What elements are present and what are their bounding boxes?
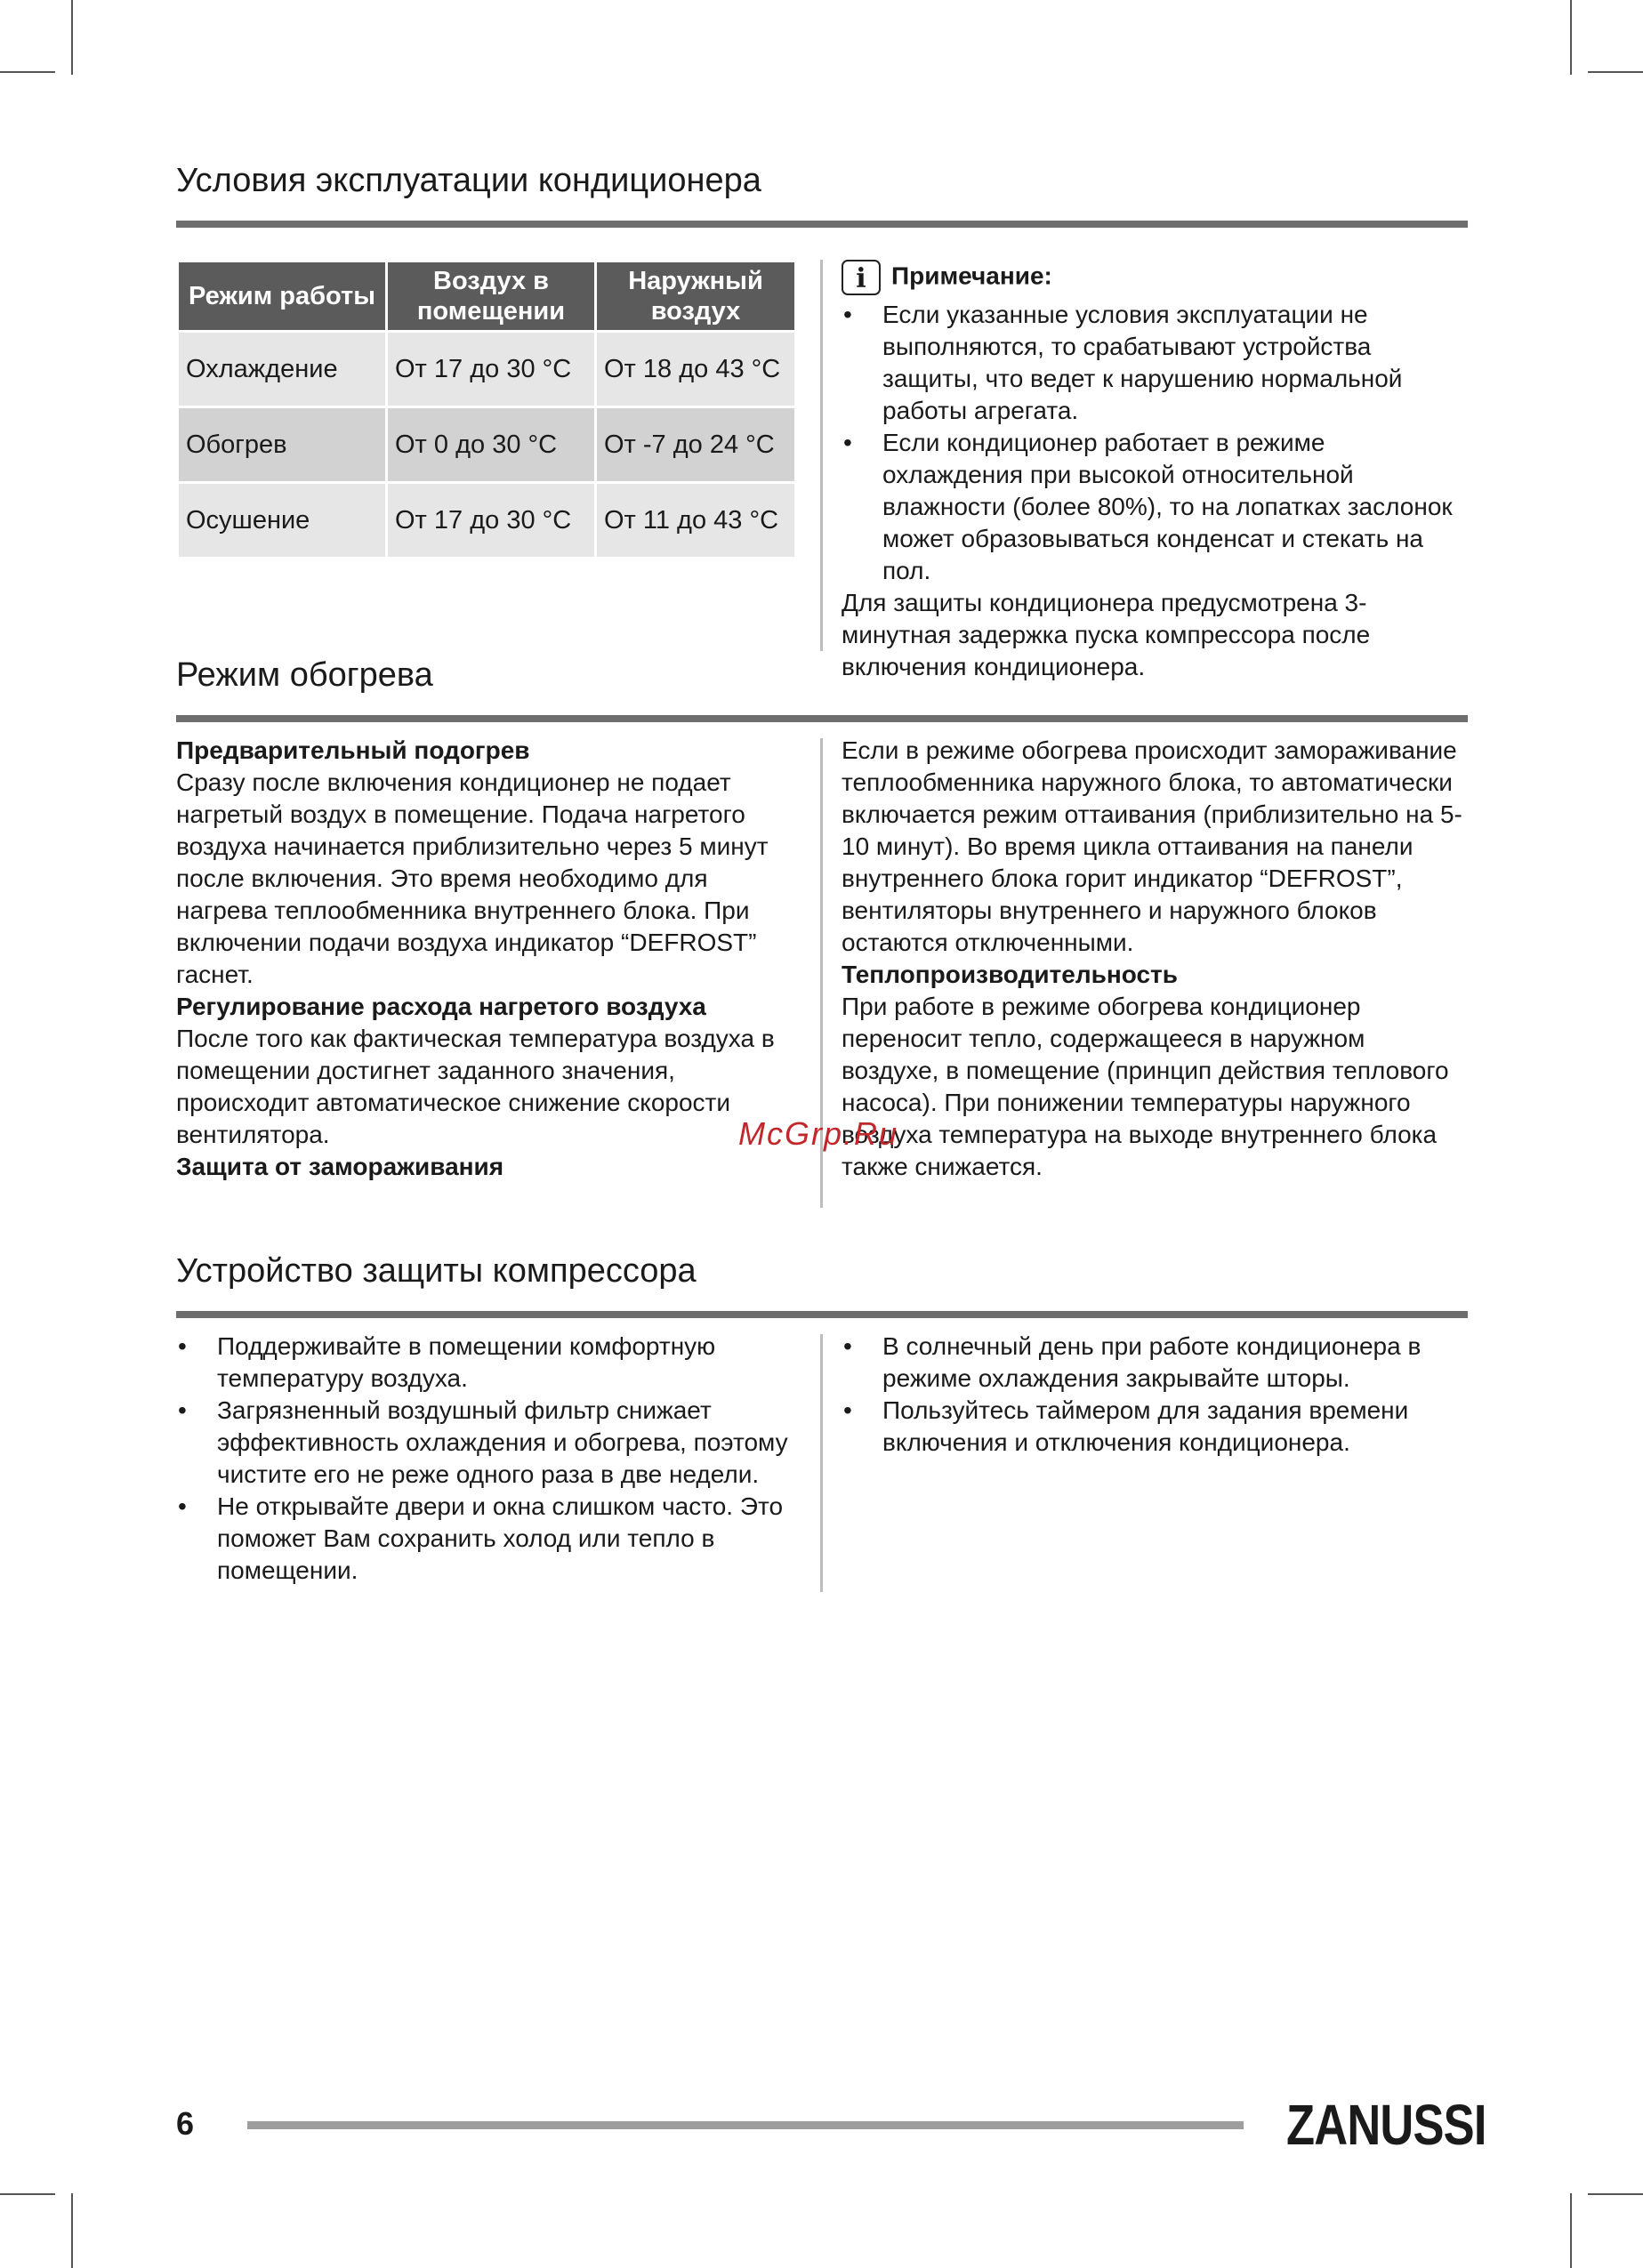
freeze-title: Защита от замораживания — [176, 1153, 504, 1180]
crop-mark — [1588, 2193, 1643, 2195]
section-rule — [176, 715, 1468, 722]
conditions-table — [176, 260, 797, 559]
table-row — [179, 408, 794, 481]
crop-mark — [0, 2193, 55, 2195]
list-item: • В солнечный день при работе кондиционера в режиме охлаждения закрывайте шторы. — [842, 1331, 1468, 1395]
section-title-compressor: Устройство защиты компрессора — [176, 1252, 697, 1290]
note-block — [842, 260, 1468, 683]
section-title-heating: Режим обогрева — [176, 656, 433, 694]
table-cell: Осушение — [179, 484, 385, 557]
list-item: • Не открывайте двери и окна слишком часто. Это поможет Вам сохранить холод или тепло в помещении. — [176, 1491, 801, 1587]
table-row — [179, 484, 794, 557]
table-cell: Обогрев — [179, 408, 385, 481]
section-title-conditions: Условия эксплуатации кондиционера — [176, 162, 761, 199]
watermark: McGrp.Ru — [738, 1115, 899, 1152]
section-rule — [176, 221, 1468, 228]
compressor-tips-right — [842, 1331, 1468, 1459]
table-cell: От -7 до 24 °C — [597, 408, 794, 481]
table-cell: От 11 до 43 °C — [597, 484, 794, 557]
section-rule — [176, 1311, 1468, 1318]
list-item: • Пользуйтесь таймером для задания времени включения и отключения кондиционера. — [842, 1395, 1468, 1459]
crop-mark — [1570, 0, 1572, 75]
compressor-right-column — [842, 1331, 1468, 1459]
list-item: • Если кондиционер работает в режиме охлаждения при высокой относительной влажности (более 80%), то на лопатках заслонок может образовываться конденсат и стекать на пол. — [842, 427, 1468, 587]
note-footer: Для защиты кондиционера предусмотрена 3-минутная задержка пуска компрессора после включения кондиционера. — [842, 589, 1371, 680]
crop-mark — [71, 2193, 73, 2268]
preheat-title: Предварительный подогрев — [176, 736, 530, 764]
brand-logo: ZANUSSI — [1286, 2093, 1486, 2157]
crop-mark — [71, 0, 73, 75]
footer-rule — [247, 2121, 1244, 2129]
preheat-text: Сразу после включения кондиционер не подает нагретый воздух в помещение. Подача нагретого воздуха начинается приблизительно через 5 минут после включения. Это время необходимо для нагрева теплообменника внутреннего блока. При включении подачи воздуха индикатор “DEFROST” гаснет. — [176, 768, 769, 988]
page-number: 6 — [176, 2105, 195, 2142]
column-divider — [820, 260, 823, 651]
airflow-title: Регулирование расхода нагретого воздуха — [176, 993, 706, 1020]
list-item: • Если указанные условия эксплуатации не выполняются, то срабатывают устройства защиты, что ведет к нарушению нормальной работы агрегата. — [842, 299, 1468, 427]
airflow-text: После того как фактическая температура воздуха в помещении достигнет заданного значения, происходит автоматическое снижение скорости вентилятора. — [176, 1025, 775, 1148]
table-cell: От 17 до 30 °C — [388, 484, 594, 557]
capacity-title: Теплопроизводительность — [842, 961, 1178, 988]
table-header-indoor: Воздух в помещении — [388, 262, 594, 330]
table-header-row — [179, 262, 794, 330]
crop-mark — [1588, 71, 1643, 73]
heating-left-column — [176, 735, 801, 1183]
info-icon: i — [842, 260, 881, 295]
table-cell: От 0 до 30 °C — [388, 408, 594, 481]
note-title: Примечание: — [891, 261, 1052, 290]
column-divider — [820, 1334, 823, 1592]
compressor-tips-left — [176, 1331, 801, 1587]
heating-right-column — [842, 735, 1468, 1183]
crop-mark — [0, 71, 55, 73]
note-header — [842, 260, 1468, 295]
table-header-mode: Режим работы — [179, 262, 385, 330]
compressor-left-column — [176, 1331, 801, 1587]
list-item: • Поддерживайте в помещении комфортную температуру воздуха. — [176, 1331, 801, 1395]
table-cell: От 17 до 30 °C — [388, 333, 594, 406]
note-list — [842, 299, 1468, 587]
crop-mark — [1570, 2193, 1572, 2268]
table-cell: Охлаждение — [179, 333, 385, 406]
table-row — [179, 333, 794, 406]
table-cell: От 18 до 43 °C — [597, 333, 794, 406]
table-header-outdoor: Наружный воздух — [597, 262, 794, 330]
list-item: • Загрязненный воздушный фильтр снижает эффективность охлаждения и обогрева, поэтому чистите его не реже одного раза в две недели. — [176, 1395, 801, 1491]
capacity-text: При работе в режиме обогрева кондиционер переносит тепло, содержащееся в наружном воздухе, в помещение (принцип действия теплового насоса). При понижении температуры наружного воздуха температура на выходе внутреннего блока также снижается. — [842, 993, 1449, 1180]
freeze-text: Если в режиме обогрева происходит замораживание теплообменника наружного блока, то автоматически включается режим оттаивания (приблизительно на 5-10 минут). Во время цикла оттаивания на панели внутреннего блока горит индикатор “DEFROST”, вентиляторы внутреннего и наружного блоков остаются отключенными. — [842, 736, 1462, 956]
